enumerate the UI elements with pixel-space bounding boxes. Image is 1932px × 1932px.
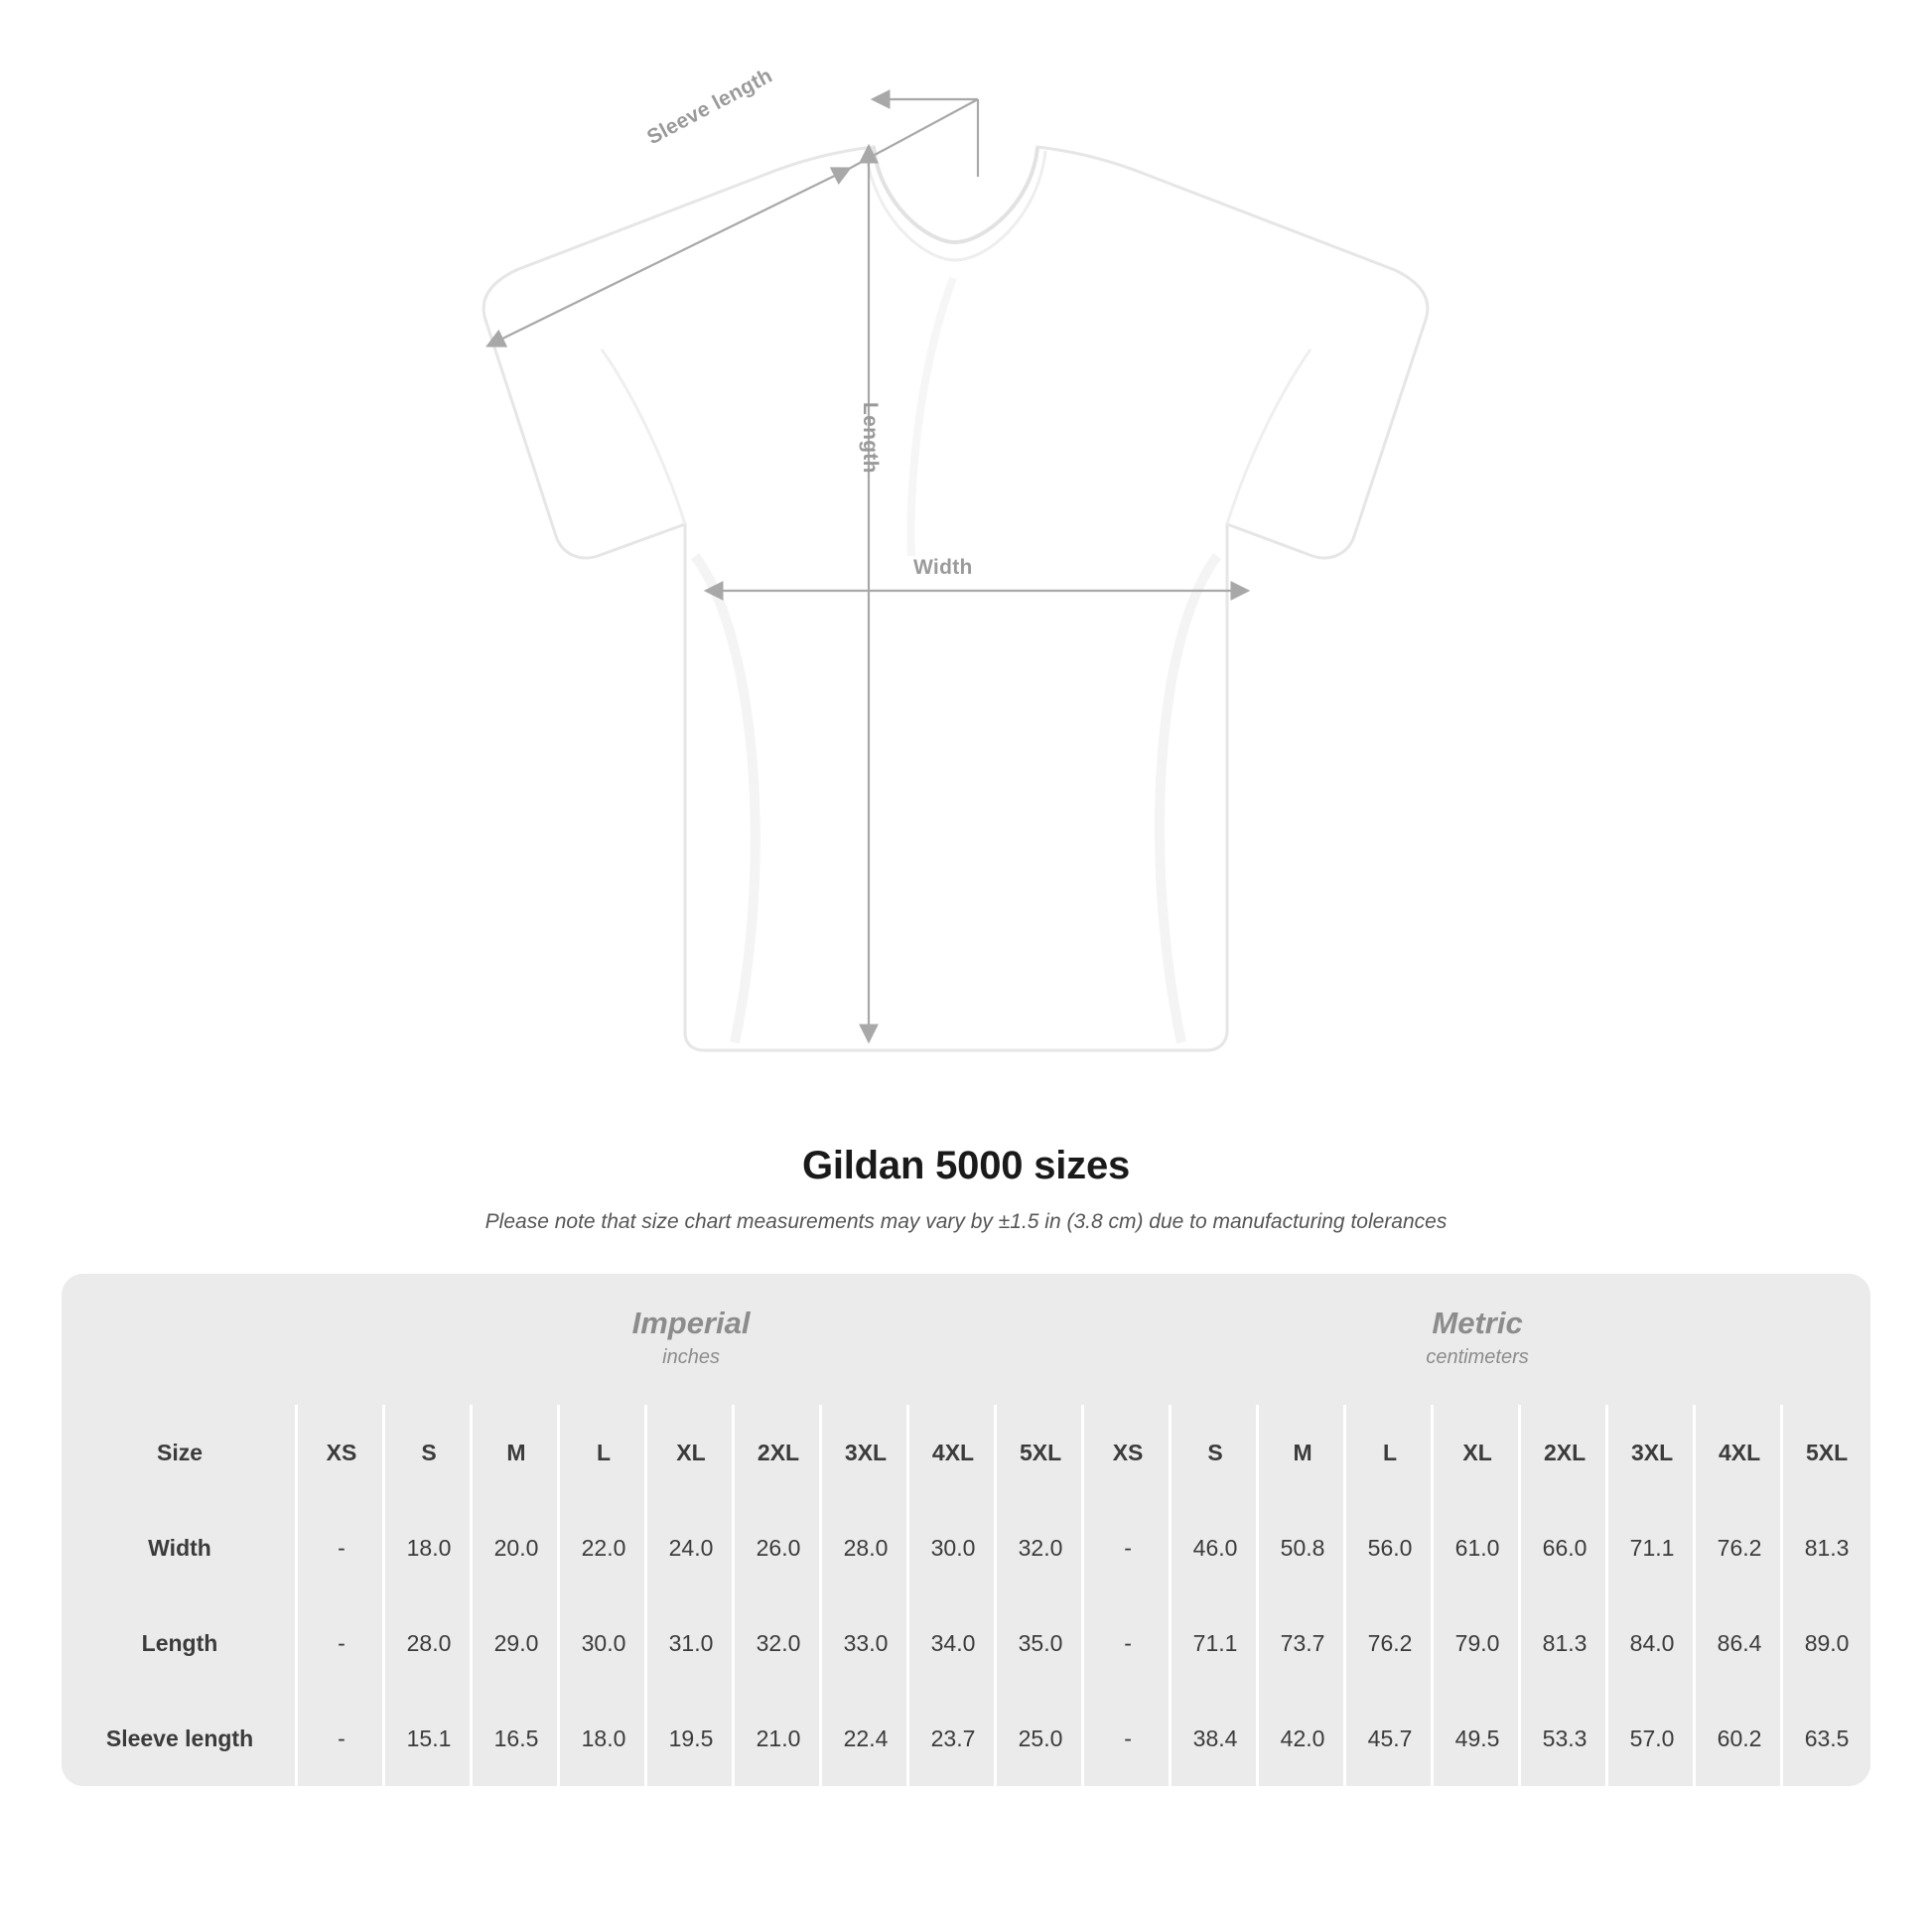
length-imperial-m: 29.0 xyxy=(473,1595,560,1691)
size-header-row xyxy=(62,1405,1870,1500)
unit-header-metric xyxy=(1084,1274,1870,1405)
width-imperial-3xl: 28.0 xyxy=(822,1500,909,1595)
size-header-imperial-xs: XS xyxy=(298,1405,385,1500)
width-label: Width xyxy=(913,556,973,579)
width-imperial-2xl: 26.0 xyxy=(735,1500,822,1595)
length-metric-l: 76.2 xyxy=(1346,1595,1434,1691)
table-row-width xyxy=(62,1500,1870,1595)
size-header-metric-m: M xyxy=(1259,1405,1346,1500)
sleeve-metric-5xl: 63.5 xyxy=(1783,1691,1870,1786)
sleeve-length-label: Sleeve length xyxy=(643,64,776,150)
unit-header-row xyxy=(62,1274,1870,1405)
sleeve-metric-xs: - xyxy=(1084,1691,1172,1786)
width-metric-l: 56.0 xyxy=(1346,1500,1434,1595)
sleeve-metric-s: 38.4 xyxy=(1172,1691,1259,1786)
length-imperial-3xl: 33.0 xyxy=(822,1595,909,1691)
unit-header-imperial xyxy=(298,1274,1084,1405)
length-imperial-4xl: 34.0 xyxy=(909,1595,997,1691)
sleeve-metric-l: 45.7 xyxy=(1346,1691,1434,1786)
width-metric-5xl: 81.3 xyxy=(1783,1500,1870,1595)
size-table-container xyxy=(62,1274,1870,1786)
size-header-metric-xl: XL xyxy=(1434,1405,1521,1500)
unit-name-imperial: Imperial xyxy=(631,1306,751,1341)
sleeve-metric-xl: 49.5 xyxy=(1434,1691,1521,1786)
table-row-length xyxy=(62,1595,1870,1691)
length-metric-2xl: 81.3 xyxy=(1521,1595,1608,1691)
shirt-shape xyxy=(483,147,1428,1050)
length-metric-s: 71.1 xyxy=(1172,1595,1259,1691)
size-header-metric-l: L xyxy=(1346,1405,1434,1500)
size-header-metric-2xl: 2XL xyxy=(1521,1405,1608,1500)
width-imperial-s: 18.0 xyxy=(385,1500,473,1595)
row-label-width: Width xyxy=(62,1500,298,1595)
size-header-imperial-2xl: 2XL xyxy=(735,1405,822,1500)
width-metric-4xl: 76.2 xyxy=(1696,1500,1783,1595)
length-imperial-5xl: 35.0 xyxy=(997,1595,1084,1691)
size-header-imperial-4xl: 4XL xyxy=(909,1405,997,1500)
width-metric-xl: 61.0 xyxy=(1434,1500,1521,1595)
size-header-imperial-3xl: 3XL xyxy=(822,1405,909,1500)
size-header-metric-4xl: 4XL xyxy=(1696,1405,1783,1500)
width-imperial-m: 20.0 xyxy=(473,1500,560,1595)
unit-sub-metric: centimeters xyxy=(1426,1345,1529,1368)
width-imperial-xs: - xyxy=(298,1500,385,1595)
table-row-sleeve-length xyxy=(62,1691,1870,1786)
length-imperial-s: 28.0 xyxy=(385,1595,473,1691)
length-metric-xl: 79.0 xyxy=(1434,1595,1521,1691)
sleeve-imperial-2xl: 21.0 xyxy=(735,1691,822,1786)
page-title: Gildan 5000 sizes xyxy=(801,1144,1131,1187)
length-metric-3xl: 84.0 xyxy=(1608,1595,1696,1691)
unit-header-spacer xyxy=(62,1274,298,1405)
sleeve-imperial-xs: - xyxy=(298,1691,385,1786)
sleeve-imperial-m: 16.5 xyxy=(473,1691,560,1786)
unit-name-metric: Metric xyxy=(1432,1306,1523,1341)
width-metric-m: 50.8 xyxy=(1259,1500,1346,1595)
length-imperial-l: 30.0 xyxy=(560,1595,647,1691)
sleeve-imperial-3xl: 22.4 xyxy=(822,1691,909,1786)
size-header-metric-3xl: 3XL xyxy=(1608,1405,1696,1500)
unit-sub-imperial: inches xyxy=(662,1345,720,1368)
size-header-metric-xs: XS xyxy=(1084,1405,1172,1500)
width-imperial-4xl: 30.0 xyxy=(909,1500,997,1595)
size-header-label: Size xyxy=(62,1405,298,1500)
length-imperial-xl: 31.0 xyxy=(647,1595,735,1691)
width-imperial-5xl: 32.0 xyxy=(997,1500,1084,1595)
sleeve-metric-3xl: 57.0 xyxy=(1608,1691,1696,1786)
sleeve-imperial-xl: 19.5 xyxy=(647,1691,735,1786)
length-metric-xs: - xyxy=(1084,1595,1172,1691)
size-header-imperial-5xl: 5XL xyxy=(997,1405,1084,1500)
sleeve-imperial-s: 15.1 xyxy=(385,1691,473,1786)
width-metric-3xl: 71.1 xyxy=(1608,1500,1696,1595)
tolerance-note: Please note that size chart measurements may vary by ±1.5 in (3.8 cm) due to manufacturing tolerances xyxy=(484,1210,1448,1233)
sleeve-imperial-4xl: 23.7 xyxy=(909,1691,997,1786)
size-table xyxy=(62,1274,1870,1786)
width-metric-s: 46.0 xyxy=(1172,1500,1259,1595)
sleeve-imperial-l: 18.0 xyxy=(560,1691,647,1786)
sleeve-imperial-5xl: 25.0 xyxy=(997,1691,1084,1786)
length-metric-4xl: 86.4 xyxy=(1696,1595,1783,1691)
length-metric-5xl: 89.0 xyxy=(1783,1595,1870,1691)
row-label-length: Length xyxy=(62,1595,298,1691)
length-metric-m: 73.7 xyxy=(1259,1595,1346,1691)
size-header-imperial-xl: XL xyxy=(647,1405,735,1500)
length-imperial-2xl: 32.0 xyxy=(735,1595,822,1691)
size-header-metric-5xl: 5XL xyxy=(1783,1405,1870,1500)
size-header-imperial-l: L xyxy=(560,1405,647,1500)
row-label-sleeve-length: Sleeve length xyxy=(62,1691,298,1786)
size-header-metric-s: S xyxy=(1172,1405,1259,1500)
size-header-imperial-s: S xyxy=(385,1405,473,1500)
length-label: Length xyxy=(859,402,882,474)
sleeve-metric-m: 42.0 xyxy=(1259,1691,1346,1786)
width-imperial-xl: 24.0 xyxy=(647,1500,735,1595)
length-imperial-xs: - xyxy=(298,1595,385,1691)
sleeve-metric-2xl: 53.3 xyxy=(1521,1691,1608,1786)
size-header-imperial-m: M xyxy=(473,1405,560,1500)
width-metric-2xl: 66.0 xyxy=(1521,1500,1608,1595)
sleeve-metric-4xl: 60.2 xyxy=(1696,1691,1783,1786)
width-metric-xs: - xyxy=(1084,1500,1172,1595)
width-imperial-l: 22.0 xyxy=(560,1500,647,1595)
